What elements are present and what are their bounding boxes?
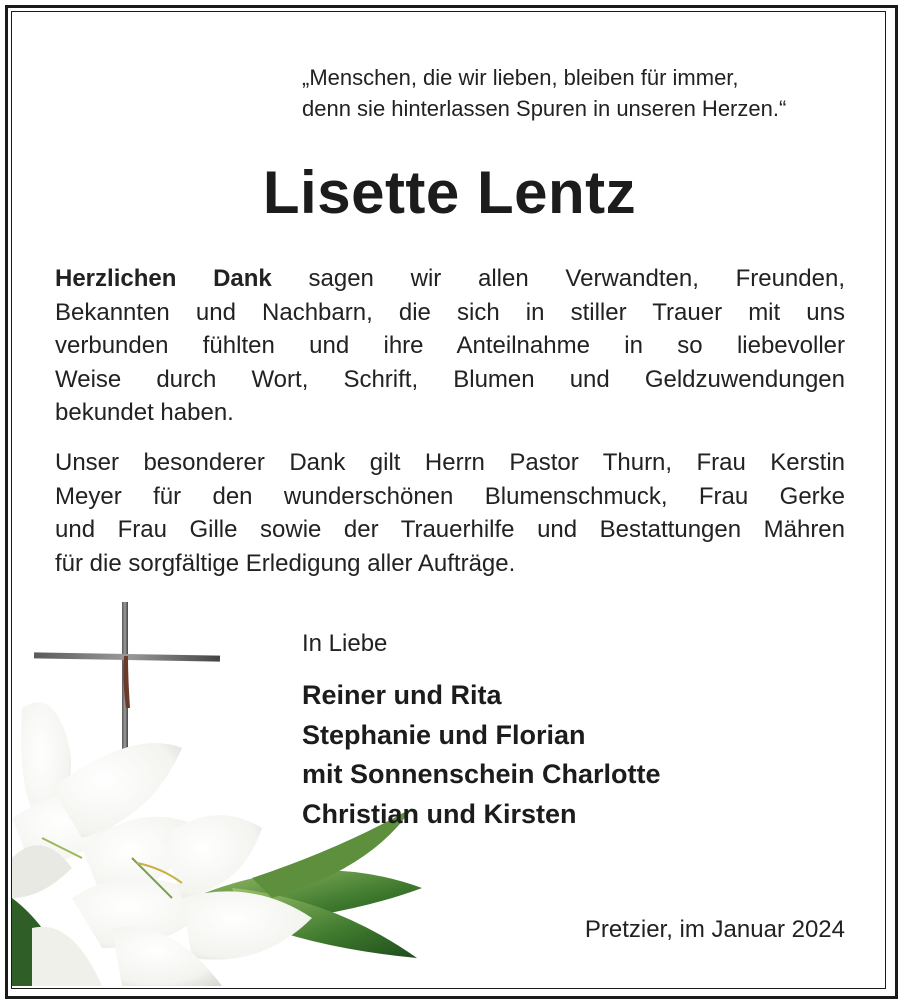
paragraph-line: für die sorgfältige Erledigung aller Aufträge.	[55, 549, 516, 577]
special-thanks-paragraph	[55, 446, 845, 580]
thanks-paragraph	[55, 262, 845, 430]
paragraph-line: Herzlichen Dank sagen wir allen Verwandten, Freunden,	[55, 265, 845, 292]
paragraph-line: Weise durch Wort, Schrift, Blumen und Geldzuwendungen	[55, 365, 845, 393]
place-and-date: Pretzier, im Januar 2024	[584, 916, 845, 943]
signer: Christian und Kirsten	[302, 798, 577, 829]
paragraph-line: und Frau Gille sowie der Trauerhilfe und Bestattungen Mähren	[55, 516, 845, 543]
thanks-lead: Herzlichen Dank	[55, 265, 272, 292]
memorial-quote	[302, 62, 862, 124]
signer: mit Sonnenschein Charlotte	[302, 759, 661, 789]
paragraph-line: bekundet haben.	[55, 399, 234, 426]
lily-flowers-icon	[12, 702, 312, 986]
closing-phrase: In Liebe	[302, 630, 388, 657]
deceased-name: Lisette Lentz	[262, 159, 637, 226]
quote-line-1: „Menschen, die wir lieben, bleiben für immer,	[302, 65, 739, 90]
quote-line-2: denn sie hinterlassen Spuren in unseren Herzen.“	[302, 96, 787, 121]
paragraph-line: Unser besonderer Dank gilt Herrn Pastor Thurn, Frau Kerstin	[55, 449, 845, 476]
paragraph-line: verbunden fühlten und ihre Anteilnahme in so liebevoller	[55, 332, 845, 359]
paragraph-line: Meyer für den wunderschönen Blumenschmuck, Frau Gerke	[55, 482, 845, 510]
signers-list	[302, 676, 661, 834]
signer: Stephanie und Florian	[302, 719, 586, 750]
paragraph-line: Bekannten und Nachbarn, die sich in stiller Trauer mit uns	[55, 298, 845, 326]
signer: Reiner und Rita	[302, 680, 502, 710]
